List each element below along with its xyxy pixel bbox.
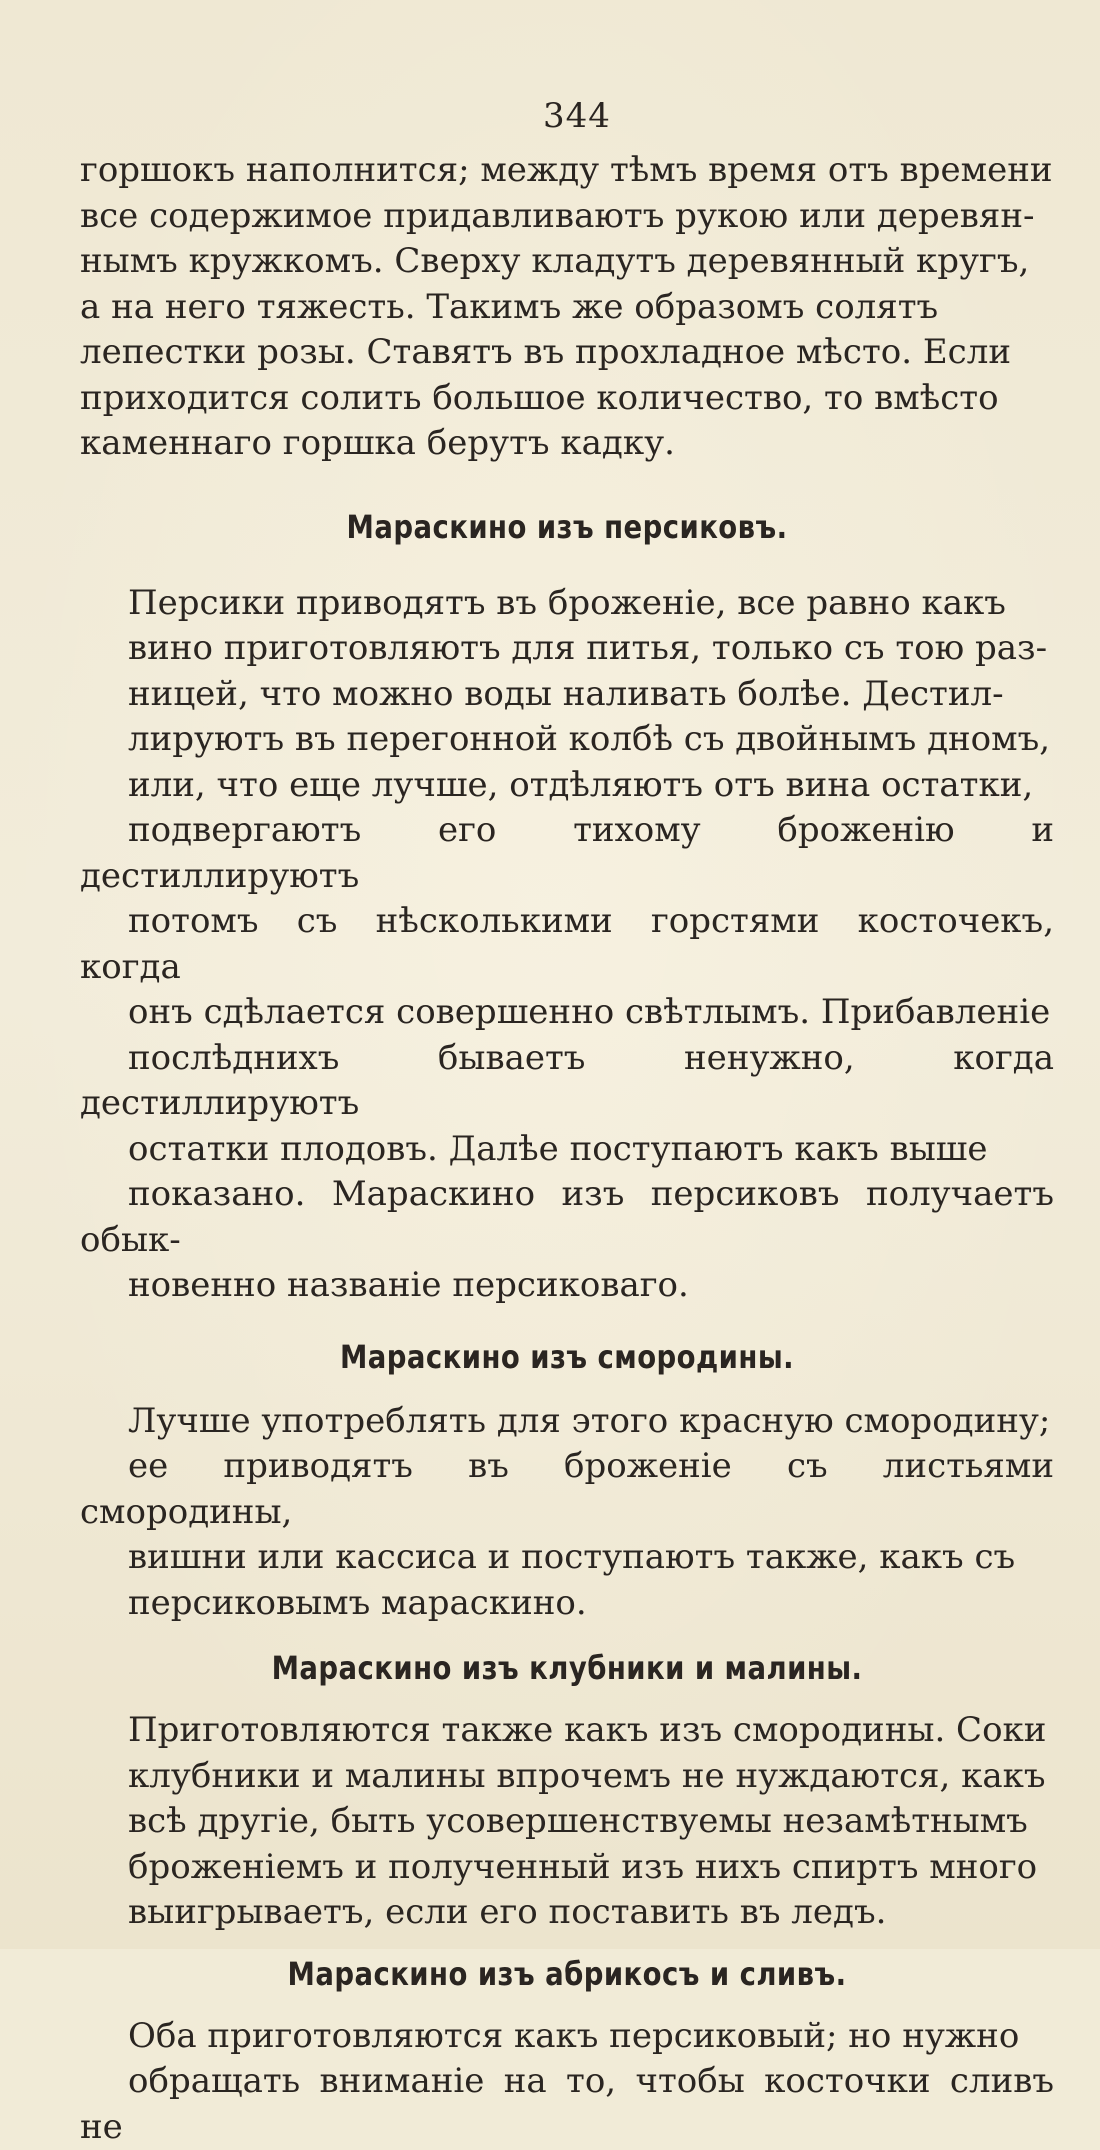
text-line: показано. Мараскино изъ персиковъ получаетъ обык- — [80, 1172, 1054, 1263]
text-line: выигрываетъ, если его поставить въ ледъ. — [80, 1890, 1054, 1936]
text-line: вино приготовляютъ для питья, только съ тою раз- — [80, 626, 1054, 672]
section-heading-peaches: Мараскино изъ персиковъ. — [148, 507, 986, 547]
text-line: вишни или кассиса и поступаютъ также, какъ съ — [80, 1535, 1054, 1581]
text-line: нымъ кружкомъ. Сверху кладутъ деревянный кругъ, — [80, 239, 1054, 285]
text-line: приходится солить большое количество, то вмѣсто — [80, 376, 1054, 422]
section-paragraph-apricot-plum — [80, 2014, 1054, 2150]
text-line: или, что еще лучше, отдѣляютъ отъ вина остатки, — [80, 763, 1054, 809]
section-paragraph-strawberry-raspberry — [80, 1708, 1054, 1936]
text-line: Персики приводятъ въ броженіе, все равно какъ — [80, 581, 1054, 627]
text-line: Лучше употреблять для этого красную смородину; — [80, 1399, 1054, 1445]
page-number: 344 — [100, 96, 1054, 136]
section-heading-apricot-plum: Мараскино изъ абрикосъ и сливъ. — [148, 1954, 986, 1994]
text-line: клубники и малины впрочемъ не нуждаются, какъ — [80, 1754, 1054, 1800]
text-line: подвергаютъ его тихому броженію и дестиллируютъ — [80, 808, 1054, 899]
text-line: персиковымъ мараскино. — [80, 1581, 1054, 1627]
text-line: лируютъ въ перегонной колбѣ съ двойнымъ дномъ, — [80, 717, 1054, 763]
text-line: Оба приготовляются какъ персиковый; но нужно — [80, 2014, 1054, 2060]
text-line: а на него тяжесть. Такимъ же образомъ солятъ — [80, 285, 1054, 331]
text-line: потомъ съ нѣсколькими горстями косточекъ, когда — [80, 899, 1054, 990]
text-line: остатки плодовъ. Далѣе поступаютъ какъ выше — [80, 1127, 1054, 1173]
text-line: каменнаго горшка берутъ кадку. — [80, 421, 1054, 467]
section-heading-strawberry-raspberry: Мараскино изъ клубники и малины. — [148, 1648, 986, 1688]
text-line: горшокъ наполнится; между тѣмъ время отъ времени — [80, 148, 1054, 194]
text-line: все содержимое придавливаютъ рукою или деревян- — [80, 194, 1054, 240]
intro-paragraph — [80, 148, 1054, 467]
text-line: лепестки розы. Ставятъ въ прохладное мѣсто. Если — [80, 330, 1054, 376]
text-line: броженіемъ и полученный изъ нихъ спиртъ много — [80, 1845, 1054, 1891]
text-line: онъ сдѣлается совершенно свѣтлымъ. Прибавленіе — [80, 990, 1054, 1036]
text-line: Приготовляются также какъ изъ смородины. Соки — [80, 1708, 1054, 1754]
text-line: ее приводятъ въ броженіе съ листьями смородины, — [80, 1444, 1054, 1535]
section-paragraph-currants — [80, 1399, 1054, 1627]
section-heading-currants: Мараскино изъ смородины. — [148, 1337, 986, 1377]
text-line: новенно названіе персиковаго. — [80, 1263, 1054, 1309]
text-line: всѣ другіе, быть усовершенствуемы незамѣтнымъ — [80, 1799, 1054, 1845]
text-line: обращать вниманіе на то, чтобы косточки сливъ не — [80, 2059, 1054, 2150]
section-paragraph-peaches — [80, 581, 1054, 1309]
text-line: ницей, что можно воды наливать болѣе. Дестил- — [80, 672, 1054, 718]
text-line: послѣднихъ бываетъ ненужно, когда дестиллируютъ — [80, 1036, 1054, 1127]
